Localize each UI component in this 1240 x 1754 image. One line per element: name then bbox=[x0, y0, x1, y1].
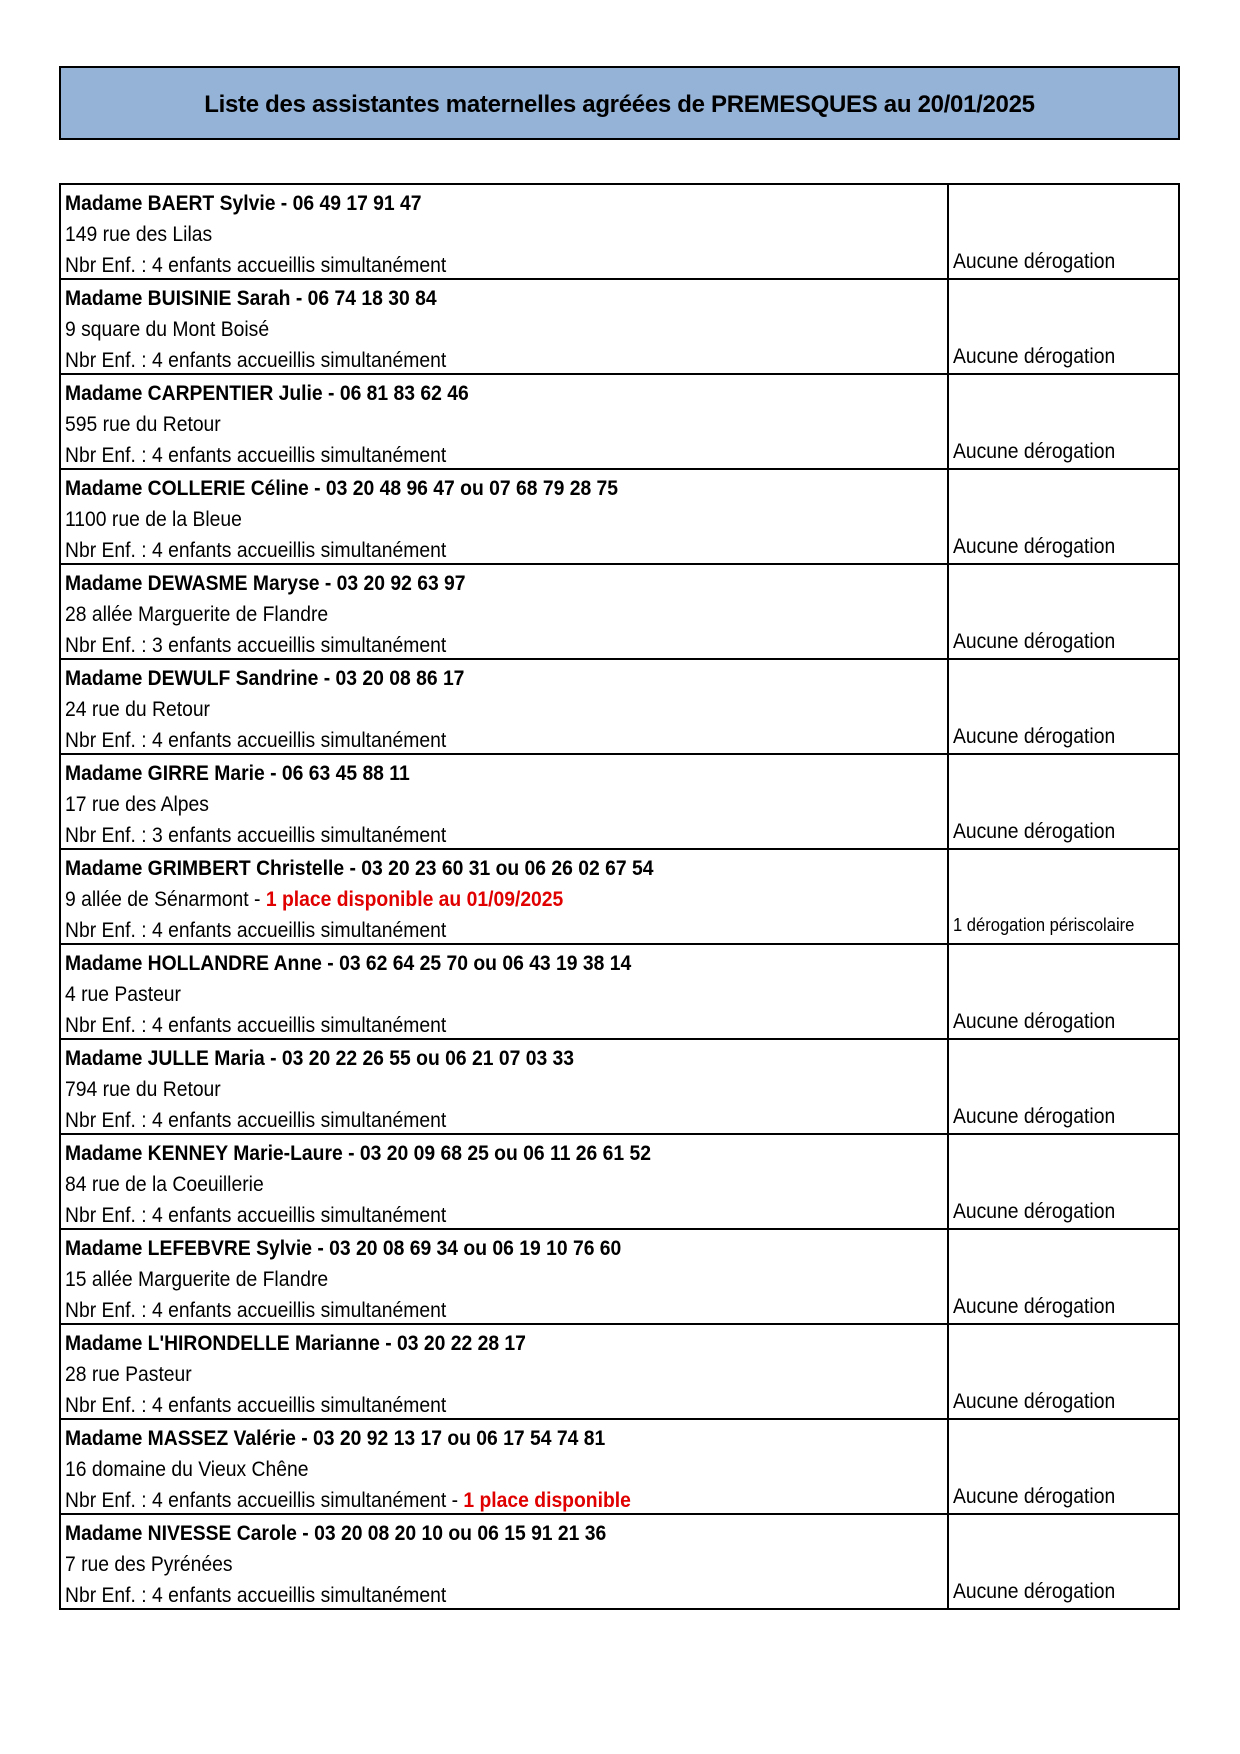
derogation-cell bbox=[949, 660, 1178, 753]
table-row bbox=[61, 945, 1178, 1040]
assistant-capacity bbox=[65, 1390, 876, 1421]
derogation-text: Aucune dérogation bbox=[953, 1485, 1116, 1508]
title-banner bbox=[59, 66, 1180, 140]
capacity-text: Nbr Enf. : 3 enfants accueillis simultanément bbox=[65, 824, 447, 847]
assistant-address bbox=[65, 1074, 876, 1105]
assistant-capacity bbox=[65, 725, 876, 756]
assistant-name-phone: Madame DEWASME Maryse - 03 20 92 63 97 bbox=[65, 572, 466, 595]
table-row bbox=[61, 280, 1178, 375]
address-text: 9 square du Mont Boisé bbox=[65, 318, 270, 341]
assistant-info-cell bbox=[61, 280, 949, 373]
capacity-text: Nbr Enf. : 4 enfants accueillis simultanément bbox=[65, 1109, 447, 1132]
capacity-text: Nbr Enf. : 4 enfants accueillis simultanément bbox=[65, 1204, 447, 1227]
assistant-info-cell bbox=[61, 565, 949, 658]
assistant-address bbox=[65, 409, 876, 440]
derogation-text: Aucune dérogation bbox=[953, 250, 1116, 273]
derogation-cell bbox=[949, 1040, 1178, 1133]
assistant-info-cell bbox=[61, 1515, 949, 1608]
derogation-text: Aucune dérogation bbox=[953, 725, 1116, 748]
assistant-info-cell bbox=[61, 185, 949, 278]
table-row bbox=[61, 565, 1178, 660]
capacity-text: Nbr Enf. : 4 enfants accueillis simultanément bbox=[65, 444, 447, 467]
assistant-name-phone: Madame KENNEY Marie-Laure - 03 20 09 68 25 ou 06 11 26 61 52 bbox=[65, 1142, 652, 1165]
assistant-address bbox=[65, 314, 876, 345]
capacity-text: Nbr Enf. : 3 enfants accueillis simultanément bbox=[65, 634, 447, 657]
assistant-capacity bbox=[65, 1485, 876, 1516]
address-text: 595 rue du Retour bbox=[65, 413, 221, 436]
address-text: 28 rue Pasteur bbox=[65, 1363, 192, 1386]
derogation-text: Aucune dérogation bbox=[953, 820, 1116, 843]
assistant-name-phone: Madame CARPENTIER Julie - 06 81 83 62 46 bbox=[65, 382, 469, 405]
capacity-text: Nbr Enf. : 4 enfants accueillis simultanément bbox=[65, 1394, 447, 1417]
assistant-capacity bbox=[65, 535, 876, 566]
assistant-info-cell bbox=[61, 945, 949, 1038]
table-row bbox=[61, 850, 1178, 945]
derogation-text: Aucune dérogation bbox=[953, 1200, 1116, 1223]
assistant-capacity bbox=[65, 345, 876, 376]
assistant-info-cell bbox=[61, 1230, 949, 1323]
derogation-cell bbox=[949, 1515, 1178, 1608]
assistant-name-phone: Madame GIRRE Marie - 06 63 45 88 11 bbox=[65, 762, 410, 785]
derogation-cell bbox=[949, 185, 1178, 278]
page-title: Liste des assistantes maternelles agréées de PREMESQUES au 20/01/2025 bbox=[204, 91, 1035, 118]
address-text: 1100 rue de la Bleue bbox=[65, 508, 242, 531]
derogation-cell bbox=[949, 755, 1178, 848]
availability-note: 1 place disponible bbox=[463, 1489, 631, 1512]
table-row bbox=[61, 470, 1178, 565]
address-text: 7 rue des Pyrénées bbox=[65, 1553, 233, 1576]
capacity-text: Nbr Enf. : 4 enfants accueillis simultanément bbox=[65, 254, 447, 277]
assistant-info-cell bbox=[61, 660, 949, 753]
derogation-text: Aucune dérogation bbox=[953, 440, 1116, 463]
assistant-info-cell bbox=[61, 850, 949, 943]
derogation-cell bbox=[949, 280, 1178, 373]
assistant-capacity bbox=[65, 1010, 876, 1041]
derogation-text: Aucune dérogation bbox=[953, 1010, 1116, 1033]
address-text: 149 rue des Lilas bbox=[65, 223, 213, 246]
assistant-name-phone: Madame BAERT Sylvie - 06 49 17 91 47 bbox=[65, 192, 422, 215]
assistant-capacity bbox=[65, 1580, 876, 1611]
table-row bbox=[61, 185, 1178, 280]
capacity-text: Nbr Enf. : 4 enfants accueillis simultanément bbox=[65, 729, 447, 752]
assistant-address bbox=[65, 884, 876, 915]
address-text: 4 rue Pasteur bbox=[65, 983, 181, 1006]
capacity-text: Nbr Enf. : 4 enfants accueillis simultanément - bbox=[65, 1489, 464, 1512]
assistant-capacity bbox=[65, 1200, 876, 1231]
table-row bbox=[61, 1135, 1178, 1230]
assistant-address bbox=[65, 1359, 876, 1390]
assistant-address bbox=[65, 1549, 876, 1580]
assistant-info-cell bbox=[61, 1325, 949, 1418]
address-text: 84 rue de la Coeuillerie bbox=[65, 1173, 264, 1196]
assistant-address bbox=[65, 219, 876, 250]
derogation-text: Aucune dérogation bbox=[953, 1295, 1116, 1318]
assistant-name-phone: Madame LEFEBVRE Sylvie - 03 20 08 69 34 ou 06 19 10 76 60 bbox=[65, 1237, 622, 1260]
assistant-capacity bbox=[65, 820, 876, 851]
table-row bbox=[61, 1325, 1178, 1420]
assistant-info-cell bbox=[61, 470, 949, 563]
derogation-cell bbox=[949, 1230, 1178, 1323]
derogation-cell bbox=[949, 850, 1178, 943]
assistant-capacity bbox=[65, 915, 876, 946]
assistant-info-cell bbox=[61, 1040, 949, 1133]
address-text: 16 domaine du Vieux Chêne bbox=[65, 1458, 309, 1481]
table-row bbox=[61, 1420, 1178, 1515]
table-row bbox=[61, 660, 1178, 755]
table-row bbox=[61, 755, 1178, 850]
assistant-name-phone: Madame HOLLANDRE Anne - 03 62 64 25 70 ou 06 43 19 38 14 bbox=[65, 952, 632, 975]
assistant-name-phone: Madame GRIMBERT Christelle - 03 20 23 60 31 ou 06 26 02 67 54 bbox=[65, 857, 654, 880]
assistant-name-phone: Madame MASSEZ Valérie - 03 20 92 13 17 ou 06 17 54 74 81 bbox=[65, 1427, 606, 1450]
derogation-cell bbox=[949, 1325, 1178, 1418]
assistant-address bbox=[65, 694, 876, 725]
address-text: 15 allée Marguerite de Flandre bbox=[65, 1268, 329, 1291]
derogation-text: Aucune dérogation bbox=[953, 630, 1116, 653]
derogation-text: Aucune dérogation bbox=[953, 1580, 1116, 1603]
capacity-text: Nbr Enf. : 4 enfants accueillis simultanément bbox=[65, 539, 447, 562]
assistant-info-cell bbox=[61, 1135, 949, 1228]
derogation-cell bbox=[949, 470, 1178, 563]
table-row bbox=[61, 1230, 1178, 1325]
table-row bbox=[61, 1040, 1178, 1135]
derogation-text: Aucune dérogation bbox=[953, 345, 1116, 368]
assistant-capacity bbox=[65, 250, 876, 281]
assistant-info-cell bbox=[61, 755, 949, 848]
address-text: 24 rue du Retour bbox=[65, 698, 211, 721]
capacity-text: Nbr Enf. : 4 enfants accueillis simultanément bbox=[65, 919, 447, 942]
assistants-table bbox=[59, 183, 1180, 1610]
assistant-address bbox=[65, 1454, 876, 1485]
availability-note: 1 place disponible au 01/09/2025 bbox=[265, 888, 564, 911]
assistant-address bbox=[65, 789, 876, 820]
assistant-name-phone: Madame BUISINIE Sarah - 06 74 18 30 84 bbox=[65, 287, 437, 310]
table-row bbox=[61, 1515, 1178, 1608]
assistant-capacity bbox=[65, 440, 876, 471]
assistant-address bbox=[65, 599, 876, 630]
assistant-name-phone: Madame NIVESSE Carole - 03 20 08 20 10 ou 06 15 91 21 36 bbox=[65, 1522, 607, 1545]
assistant-capacity bbox=[65, 630, 876, 661]
derogation-cell bbox=[949, 1135, 1178, 1228]
capacity-text: Nbr Enf. : 4 enfants accueillis simultanément bbox=[65, 1299, 447, 1322]
derogation-text: 1 dérogation périscolaire bbox=[953, 915, 1135, 935]
assistant-address bbox=[65, 1264, 876, 1295]
assistant-name-phone: Madame COLLERIE Céline - 03 20 48 96 47 ou 07 68 79 28 75 bbox=[65, 477, 619, 500]
assistant-address bbox=[65, 504, 876, 535]
derogation-text: Aucune dérogation bbox=[953, 1390, 1116, 1413]
assistant-info-cell bbox=[61, 375, 949, 468]
capacity-text: Nbr Enf. : 4 enfants accueillis simultanément bbox=[65, 349, 447, 372]
assistant-name-phone: Madame JULLE Maria - 03 20 22 26 55 ou 06 21 07 03 33 bbox=[65, 1047, 575, 1070]
derogation-cell bbox=[949, 945, 1178, 1038]
assistant-info-cell bbox=[61, 1420, 949, 1513]
address-text: 17 rue des Alpes bbox=[65, 793, 209, 816]
derogation-cell bbox=[949, 375, 1178, 468]
capacity-text: Nbr Enf. : 4 enfants accueillis simultanément bbox=[65, 1014, 447, 1037]
derogation-cell bbox=[949, 1420, 1178, 1513]
assistant-name-phone: Madame DEWULF Sandrine - 03 20 08 86 17 bbox=[65, 667, 465, 690]
table-row bbox=[61, 375, 1178, 470]
assistant-capacity bbox=[65, 1295, 876, 1326]
assistant-capacity bbox=[65, 1105, 876, 1136]
derogation-cell bbox=[949, 565, 1178, 658]
derogation-text: Aucune dérogation bbox=[953, 1105, 1116, 1128]
assistant-address bbox=[65, 1169, 876, 1200]
capacity-text: Nbr Enf. : 4 enfants accueillis simultanément bbox=[65, 1584, 447, 1607]
address-text: 794 rue du Retour bbox=[65, 1078, 221, 1101]
assistant-name-phone: Madame L'HIRONDELLE Marianne - 03 20 22 28 17 bbox=[65, 1332, 526, 1355]
address-text: 9 allée de Sénarmont - bbox=[65, 888, 266, 911]
address-text: 28 allée Marguerite de Flandre bbox=[65, 603, 329, 626]
assistant-address bbox=[65, 979, 876, 1010]
derogation-text: Aucune dérogation bbox=[953, 535, 1116, 558]
